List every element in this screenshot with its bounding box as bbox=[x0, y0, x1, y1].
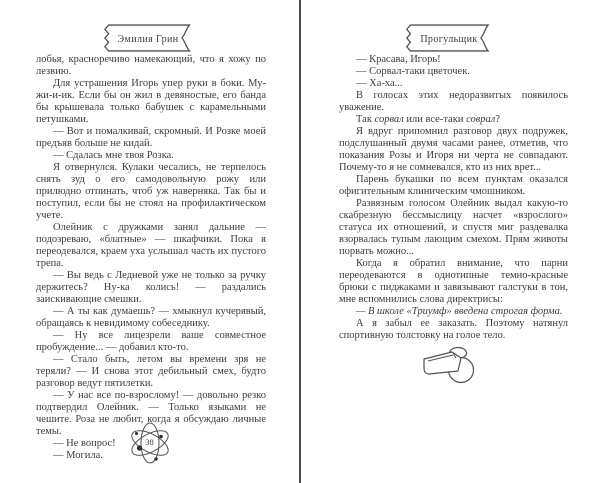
paragraph bbox=[339, 114, 568, 126]
text-run: — У нас все по-взрослому! — довольно резко подтвердил Олейник. — Только языками не чешите. Роза не любит, когда я обсуждаю личные темы. bbox=[36, 390, 266, 437]
text-run: Для устрашения Игорь упер руки в боки. Му-жи-и-ик. Если бы он жил в девяностые, его банда бы крышевала только бабушек с карамельными петушками. bbox=[36, 78, 266, 125]
left-header bbox=[0, 24, 299, 52]
text-run: — А ты как думаешь? — хмыкнул кучерявый, обращаясь к невидимому собеседнику. bbox=[36, 306, 266, 329]
text-run: — Вот и помалкивай, скромный. И Розке моей предъяв больше не кидай. bbox=[36, 126, 266, 149]
text-run: ? bbox=[495, 114, 501, 125]
paragraph bbox=[36, 306, 266, 330]
paragraph bbox=[36, 270, 266, 306]
text-run: А я забыл ее заказать. Поэтому натянул спортивную толстовку на голое тело. bbox=[339, 318, 568, 341]
chapter-title-banner bbox=[405, 24, 495, 52]
chapter-title: Прогульщик bbox=[420, 34, 478, 45]
paragraph bbox=[36, 330, 266, 354]
paragraph bbox=[339, 258, 568, 306]
text-run: — Стало быть, летом вы времени зря не теряли? — И снова этот дебильный смех, будто разговор ведут пятилетки. bbox=[36, 354, 266, 389]
whistle-icon bbox=[420, 344, 482, 388]
page-left bbox=[0, 0, 299, 483]
text-run: Развязным голосом Олейник выдал какую-то скабрезную бессмыслицу насчет «взрослого» статуса их отношений, и спустя миг раздевалка взорвалась тупым лающим смехом. Прям животы порвать можно... bbox=[339, 198, 568, 257]
paragraph bbox=[36, 126, 266, 150]
text-run: — Ха-ха... bbox=[356, 78, 403, 89]
text-run: Я отвернулся. Кулаки чесались, не терпелось снять зуд о его самодовольную рожу или прилюдно отпинать, чтоб уж наверняка. Так бы и поступил, если бы не стоял на профилактическом учете. bbox=[36, 162, 266, 221]
author-banner bbox=[103, 24, 197, 52]
page-number: 38 bbox=[145, 437, 154, 447]
page-right bbox=[301, 0, 600, 483]
right-page-text bbox=[339, 54, 568, 342]
right-header bbox=[301, 24, 600, 52]
paragraph bbox=[36, 354, 266, 390]
text-run: — Сдалась мне твоя Розка. bbox=[53, 150, 174, 161]
paragraph bbox=[339, 78, 568, 90]
paragraph bbox=[36, 54, 266, 78]
paragraph bbox=[339, 306, 568, 318]
italic-text: сорвал bbox=[374, 114, 404, 125]
paragraph bbox=[339, 126, 568, 174]
paragraph bbox=[339, 318, 568, 342]
paragraph bbox=[36, 222, 266, 270]
text-run: В голосах этих недоразвитых появилось уважение. bbox=[339, 90, 568, 113]
text-run: или все-таки bbox=[403, 114, 467, 125]
atom-icon bbox=[126, 421, 174, 465]
text-run: — Могила. bbox=[53, 450, 103, 461]
paragraph bbox=[339, 174, 568, 198]
text-run: — Ну все лицезрели ваше совместное пробуждение... — добавил кто-то. bbox=[36, 330, 266, 353]
text-run: — Вы ведь с Ледневой уже не только за ручку держитесь? Ну-ка колись! — раздались заискивающие смешки. bbox=[36, 270, 266, 305]
text-run: — Не вопрос! bbox=[53, 438, 116, 449]
chapter-illustration bbox=[301, 344, 600, 388]
text-run: Так bbox=[356, 114, 375, 125]
paragraph bbox=[339, 198, 568, 258]
paragraph bbox=[339, 54, 568, 66]
page-number-badge bbox=[0, 421, 299, 465]
text-run: Когда я обратил внимание, что парни переодеваются в однотипные темно-красные брюки с пиджаками и завязывают галстуки в тон, мне вспомнились слова директрисы: bbox=[339, 258, 568, 305]
text-run: — Красава, Игорь! bbox=[356, 54, 441, 65]
left-page-text bbox=[36, 54, 266, 462]
paragraph bbox=[36, 78, 266, 126]
text-run: — Сорвал-таки цветочек. bbox=[356, 66, 470, 77]
paragraph bbox=[339, 66, 568, 78]
paragraph bbox=[36, 150, 266, 162]
text-run: Олейник с дружками занял дальние — подозреваю, «блатные» — шкафчики. Пока я переодевался, краем уха услышал часть их пустого трепа. bbox=[36, 222, 266, 269]
text-run: Парень букашки по всем пунктам оказался офигительным клиническим чмошником. bbox=[339, 174, 568, 197]
italic-text: — В школе «Триумф» введена строгая форма. bbox=[356, 306, 563, 317]
author-name: Эмилия Грин bbox=[117, 34, 179, 45]
italic-text: соврал bbox=[466, 114, 496, 125]
text-run: Я вдруг припомнил разговор двух подружек, подслушанный двумя часами ранее, отметив, что показания Розы и Игоря ни черта не совпадают. Почему-то я не сомневался, кто из них врет... bbox=[339, 126, 568, 173]
paragraph bbox=[36, 162, 266, 222]
paragraph bbox=[339, 90, 568, 114]
text-run: лобья, красноречиво намекающий, что я хожу по лезвию. bbox=[36, 54, 266, 77]
